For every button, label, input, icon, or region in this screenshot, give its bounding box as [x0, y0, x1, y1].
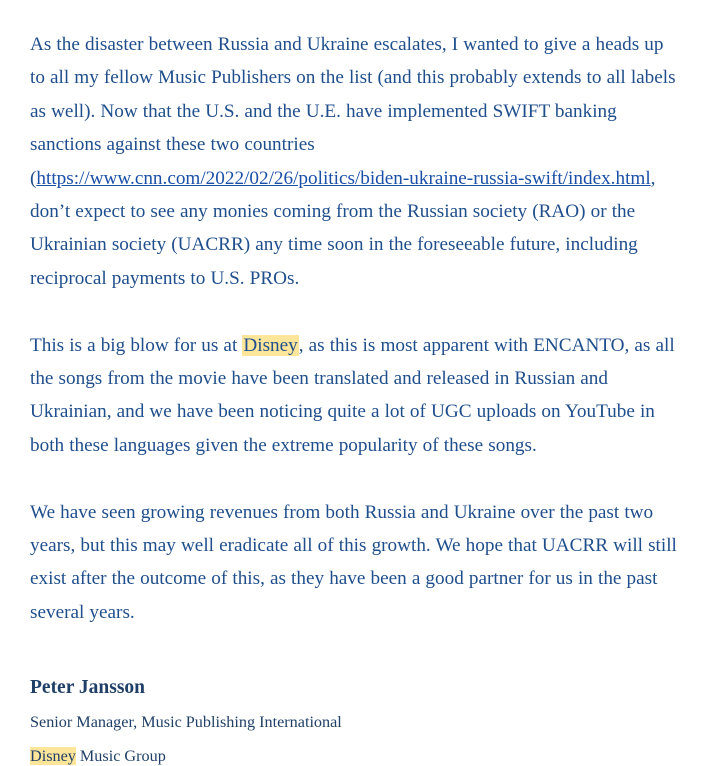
cnn-article-link[interactable]: https://www.cnn.com/2022/02/26/politics/biden-ukraine-russia-swift/index.html [36, 167, 651, 189]
company-name-rest: Music Group [75, 747, 166, 766]
paragraph-sanctions [30, 28, 681, 295]
signature-title: Senior Manager, Music Publishing International [30, 713, 342, 732]
highlighted-term: Disney [30, 747, 76, 766]
paragraph-text: , as this is most apparent with ENCANTO, as all the songs from the movie have been translated and released in Russian and Ukrainian, and we have been noticing quite a lot of UGC uploads on YouTube in both these languages given the extreme popularity of these songs. [30, 334, 675, 456]
email-signature [30, 676, 681, 766]
paragraph-revenue [30, 496, 681, 630]
paragraph-text: As the disaster between Russia and Ukraine escalates, I wanted to give a heads up to all my fellow Music Publishers on the list (and this probably extends to all labels as well). Now that the U.S. and the U.E. have implemented SWIFT banking sanctions against these two countries ( [30, 34, 676, 189]
signature-name: Peter Jansson [30, 677, 146, 699]
paragraph-impact [30, 329, 681, 463]
highlighted-term: Disney [243, 334, 298, 356]
signature-company [30, 746, 681, 766]
paragraph-text: This is a big blow for us at [30, 334, 243, 356]
paragraph-text: We have seen growing revenues from both Russia and Ukraine over the past two years, but this may well eradicate all of this growth. We hope that UACRR will still exist after the outcome of this, as they have been a good partner for us in the past several years. [30, 501, 677, 623]
paragraph-text: , don’t expect to see any monies coming from the Russian society (RAO) or the Ukrainian society (UACRR) any time soon in the foreseeable future, including reciprocal payments to U.S. PROs. [30, 167, 656, 289]
